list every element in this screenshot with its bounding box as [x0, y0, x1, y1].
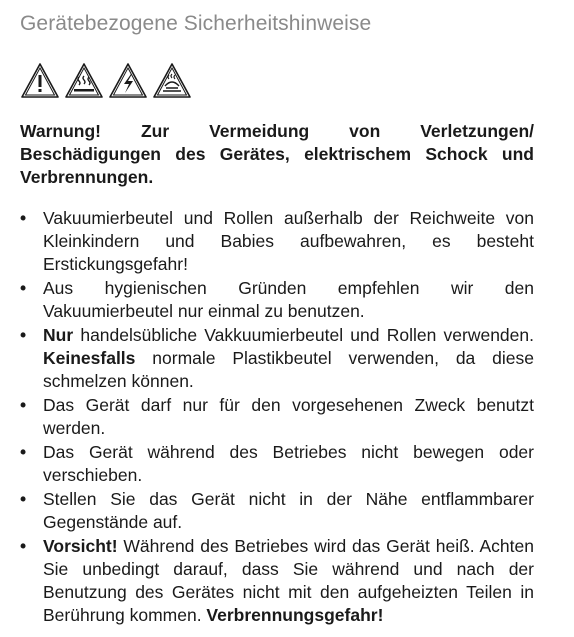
- list-item-text: Während des Betriebes wird das Gerät heiß. Achten Sie unbedingt darauf, dass Sie während und nach der Benutzung des Gerätes nicht mit den aufgeheizten Teilen in Berührung kommen.: [43, 536, 534, 625]
- list-item: [20, 488, 534, 534]
- bullet: •: [20, 208, 27, 228]
- list-item-text: Das Gerät darf nur für den vorgesehenen Zweck benutzt werden.: [43, 395, 534, 438]
- bullet: •: [20, 395, 27, 415]
- bullet: •: [20, 325, 27, 345]
- list-item-text: Das Gerät während des Betriebes nicht bewegen oder verschieben.: [43, 442, 534, 485]
- list-item: [20, 394, 534, 440]
- emphasis: Keinesfalls: [43, 348, 136, 368]
- list-item-text: handelsübliche Vakkuumierbeutel und Rollen verwenden.: [73, 325, 534, 345]
- warning-symbols: [20, 62, 534, 102]
- list-item: [20, 441, 534, 487]
- list-item: [20, 324, 534, 393]
- warning-text: Warnung! Zur Vermeidung von Verletzungen/ Beschädigungen des Gerätes, elektrischem Schock und Verbrennungen.: [20, 121, 534, 187]
- electric-shock-icon: [108, 62, 148, 99]
- emphasis: Vorsicht!: [43, 536, 118, 556]
- list-item: [20, 535, 534, 627]
- emphasis: Verbrennungsgefahr!: [206, 605, 384, 625]
- bullet: •: [20, 536, 27, 556]
- bullet: •: [20, 442, 27, 462]
- safety-list: [20, 207, 534, 627]
- list-item: [20, 207, 534, 276]
- safety-page: [20, 10, 534, 628]
- list-item-text: normale Plastikbeutel verwenden, da diese schmelzen können.: [43, 348, 534, 391]
- hot-steam-icon: [152, 62, 192, 99]
- page-title: Gerätebezogene Sicherheitshinweise: [20, 12, 372, 35]
- list-item-text: Stellen Sie das Gerät nicht in der Nähe entflammbarer Gegenstände auf.: [43, 489, 534, 532]
- warning-icon: [20, 62, 60, 99]
- list-item-text: Vakuumierbeutel und Rollen außerhalb der Reichweite von Kleinkindern und Babies aufbewahren, es besteht Erstickungsgefahr!: [43, 208, 534, 274]
- bullet: •: [20, 489, 27, 509]
- hot-surface-icon: [64, 62, 104, 99]
- list-item-text: Aus hygienischen Gründen empfehlen wir den Vakuumierbeutel nur einmal zu benutzen.: [43, 278, 534, 321]
- list-item: [20, 277, 534, 323]
- emphasis: Nur: [43, 325, 74, 345]
- bullet: •: [20, 278, 27, 298]
